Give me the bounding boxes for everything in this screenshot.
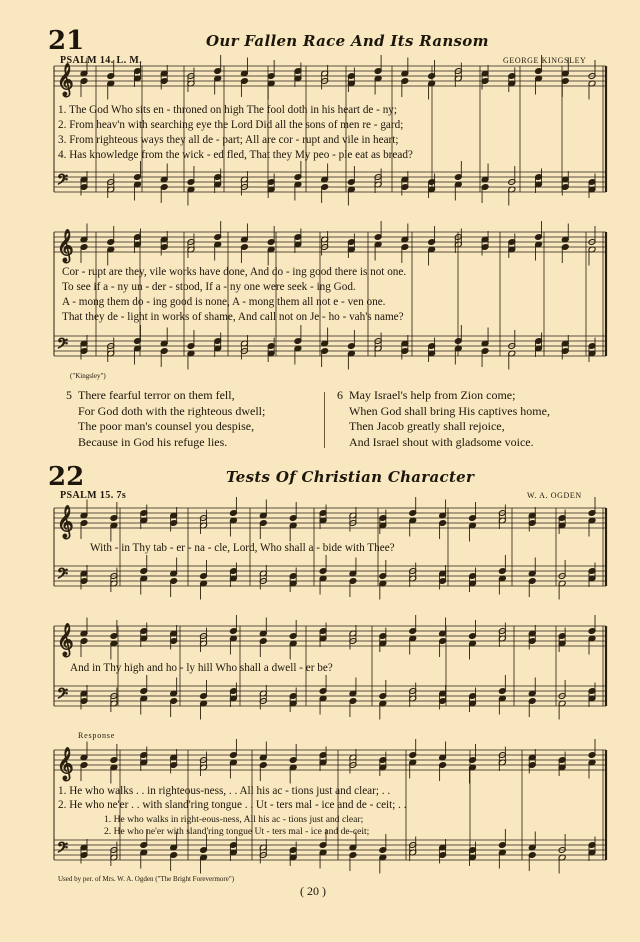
response-bass-lyrics bbox=[104, 814, 369, 838]
lyric-line: 3. From righteous ways they all de - part; All are cor - rupt and vile in heart; bbox=[58, 134, 399, 146]
lyric-line: 2. He who ne'er . . with sland'ring tongue . . Ut - ters mal - ice and de - ceit; . . bbox=[58, 799, 407, 811]
lyric-line: That they de - light in works of shame, And call not on Je - ho - vah's name? bbox=[62, 311, 404, 323]
stanza-6-line: When God shall bring His captives home, bbox=[349, 403, 550, 418]
lyric-line: 1. He who walks . . in righteous-ness, . . All his ac - tions just and clear; . . bbox=[58, 785, 391, 797]
lyric-line: 1. He who walks in right-eous-ness, All his ac - tions just and clear; bbox=[104, 814, 364, 825]
lyric-line: 4. Has knowledge from the wick - ed fled, That they My peo - ple eat as bread? bbox=[58, 149, 413, 161]
stanza-5-line: The poor man's counsel you despise, bbox=[78, 419, 255, 433]
hymn-22-title: Tests Of Christian Character bbox=[226, 468, 475, 486]
stanza-5-line: Because in God his refuge lies. bbox=[78, 434, 228, 449]
lyric-line: 2. From heav'n with searching eye the Lord Did all the sons of men re - gard; bbox=[58, 119, 404, 131]
bass-clef-icon: 𝄢 bbox=[57, 172, 68, 192]
hymn-22-system-2-lyric: And in Thy high and ho - ly hill Who shall a dwell - er be? bbox=[70, 662, 333, 674]
bass-clef-icon: 𝄢 bbox=[57, 336, 68, 356]
hymn-22-composer: W. A. OGDEN bbox=[527, 491, 582, 500]
lyric-line: 1. The God Who sits en - throned on high The fool doth in his heart de - ny; bbox=[58, 104, 397, 116]
lyric-line: Cor - rupt are they, vile works have done, And do - ing good there is not one. bbox=[62, 266, 407, 278]
hymn-22-system-1-lyric: With - in Thy tab - er - na - cle, Lord, Who shall a - bide with Thee? bbox=[90, 542, 395, 554]
bass-clef-icon: 𝄢 bbox=[57, 686, 68, 706]
hymn-21-meter: PSALM 14. L. M. bbox=[60, 55, 143, 66]
treble-clef-icon: 𝄞 bbox=[57, 505, 74, 538]
stanza-6-line: Then Jacob greatly shall rejoice, bbox=[349, 419, 505, 433]
stanza-6 bbox=[337, 388, 550, 450]
hymn-21-number: 21 bbox=[48, 26, 85, 56]
stanza-5-line: There fearful terror on them fell, bbox=[78, 388, 235, 402]
response-label: Response bbox=[78, 731, 116, 740]
treble-clef-icon: 𝄞 bbox=[57, 229, 74, 262]
treble-clef-icon: 𝄞 bbox=[57, 747, 74, 780]
stanza-5-line: For God doth with the righteous dwell; bbox=[78, 403, 266, 418]
tune-name-note: ("Kingsley") bbox=[70, 372, 106, 380]
hymn-21-system-2-lyrics bbox=[62, 266, 406, 326]
stanza-divider bbox=[324, 392, 325, 448]
stanza-6-line: May Israel's help from Zion come; bbox=[349, 388, 516, 402]
stanza-5 bbox=[66, 388, 265, 450]
bass-clef-icon: 𝄢 bbox=[57, 566, 68, 586]
treble-clef-icon: 𝄞 bbox=[57, 623, 74, 656]
response-treble-lyrics bbox=[58, 785, 407, 813]
hymn-21-composer: GEORGE KINGSLEY bbox=[503, 56, 587, 65]
permission-credit: Used by per. of Mrs. W. A. Ogden ("The Bright Forevermore") bbox=[58, 875, 235, 883]
stanza-6-line: And Israel shout with gladsome voice. bbox=[349, 434, 534, 449]
page-number: ( 20 ) bbox=[300, 884, 326, 898]
lyric-line: A - mong them do - ing good is none, A - mong them all not e - ven one. bbox=[62, 296, 386, 308]
hymn-22-meter: PSALM 15. 7s bbox=[60, 490, 127, 501]
stanza-5-number: 5 bbox=[66, 388, 72, 402]
hymn-22-number: 22 bbox=[48, 462, 85, 492]
lyric-line: To see if a - ny un - der - stood, If a - ny one were seek - ing God. bbox=[62, 281, 356, 293]
bass-clef-icon: 𝄢 bbox=[57, 840, 68, 860]
hymn-21-system-1-lyrics bbox=[58, 104, 413, 164]
lyric-line: 2. He who ne'er with sland'ring tongue Ut - ters mal - ice and de-ceit; bbox=[104, 826, 370, 837]
stanza-6-number: 6 bbox=[337, 388, 343, 402]
hymn-21-title: Our Fallen Race And Its Ransom bbox=[206, 32, 489, 50]
treble-clef-icon: 𝄞 bbox=[57, 63, 74, 96]
